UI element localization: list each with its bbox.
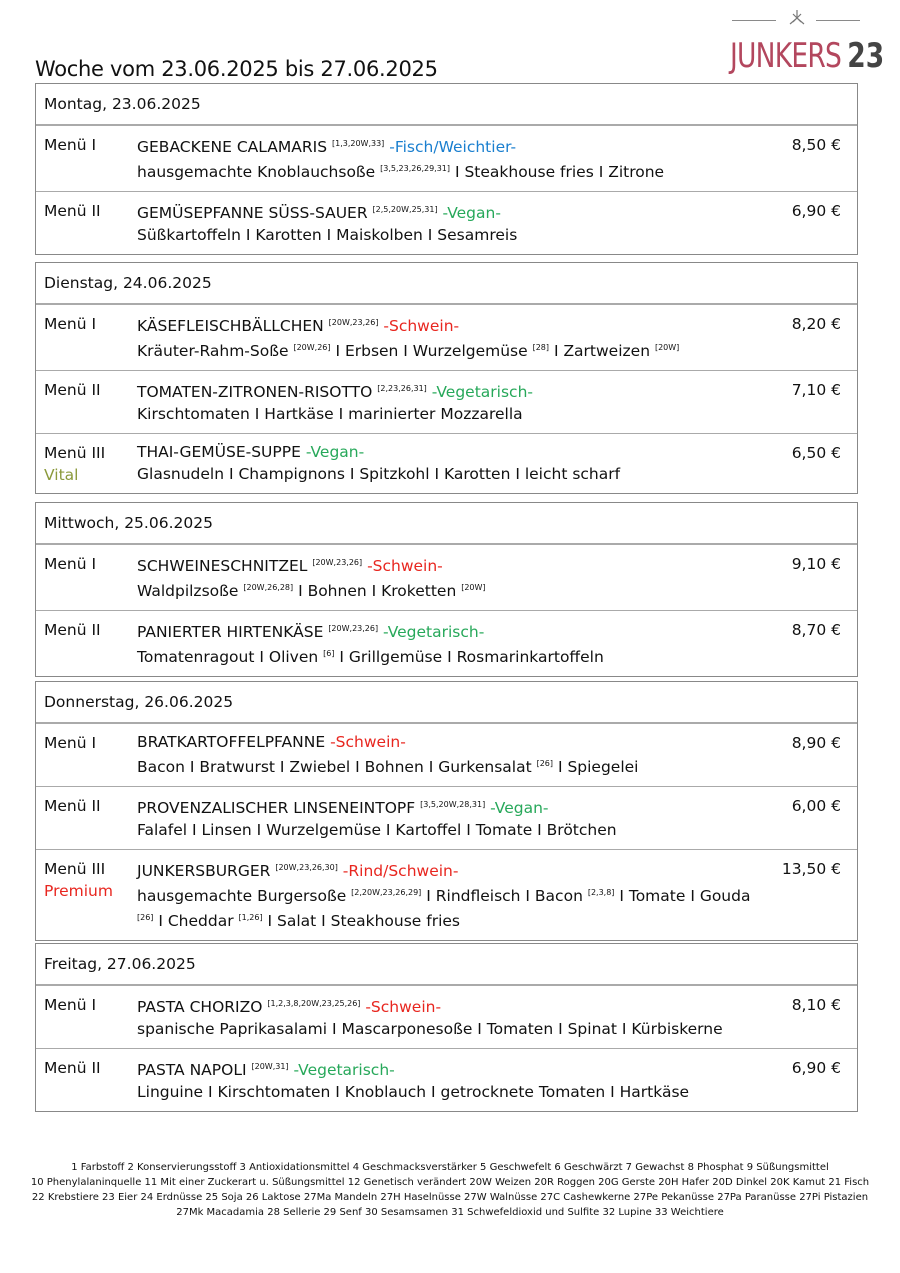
price: 8,20 € xyxy=(791,315,841,333)
dish-title: SCHWEINESCHNITZEL xyxy=(137,557,308,575)
allergen-codes: [20W,26] xyxy=(293,343,331,352)
menu-item xyxy=(36,786,857,849)
menu-content xyxy=(137,133,767,183)
diet-tag: -Vegan- xyxy=(442,204,501,222)
allergen-line: 10 Phenylalaninquelle 11 Mit einer Zuckerart u. Süßungsmittel 12 Genetisch verändert 20W Weizen 20R Roggen 20G Gerste 20H Hafer 20D Dinkel 20K Kamut 21 Fisch xyxy=(30,1177,870,1188)
menu-number: Menü III xyxy=(44,444,106,462)
allergen-codes: [28] xyxy=(532,343,550,352)
menu-label xyxy=(44,313,134,335)
diet-tag: -Schwein- xyxy=(383,317,460,335)
day-heading: Montag, 23.06.2025 xyxy=(36,84,857,125)
dish-description: hausgemachte Burgersoße [2,20W,23,26,29] I Rindfleisch I Bacon [2,3,8] I Tomate I Gouda [26] I Cheddar [1,26] I Salat I Steakhouse fries xyxy=(137,887,751,930)
allergen-codes: [3,5,23,26,29,31] xyxy=(380,164,451,173)
allergen-line: 22 Krebstiere 23 Eier 24 Erdnüsse 25 Soja 26 Laktose 27Ma Mandeln 27H Haselnüsse 27W Walnüsse 27C Cashewkerne 27Pe Pekanüsse 27Pa Paranüsse 27Pi Pistazien xyxy=(31,1192,869,1203)
menu-number: Menü I xyxy=(44,315,97,333)
allergen-line: 1 Farbstoff 2 Konservierungsstoff 3 Antioxidationsmittel 4 Geschmacksverstärker 5 Geschwefelt 6 Geschwärzt 7 Gewachst 8 Phosphat 9 Süßungsmittel xyxy=(71,1162,829,1173)
dish-description: Bacon I Bratwurst I Zwiebel I Bohnen I Gurkensalat [26] I Spiegelei xyxy=(137,758,639,776)
day-heading: Donnerstag, 26.06.2025 xyxy=(36,682,857,723)
dish-title-line xyxy=(137,1056,767,1081)
menu-number: Menü II xyxy=(44,621,101,639)
allergen-codes: [26] xyxy=(536,759,554,768)
day-heading: Mittwoch, 25.06.2025 xyxy=(36,503,857,544)
menu-content xyxy=(137,794,767,841)
allergen-codes: [1,3,20W,33] xyxy=(331,139,385,148)
diet-tag: -Fisch/Weichtier- xyxy=(389,138,517,156)
menu-number: Menü III xyxy=(44,860,106,878)
dish-title: THAI-GEMÜSE-SUPPE xyxy=(137,443,301,461)
dish-title: GEBACKENE CALAMARIS xyxy=(137,138,328,156)
allergen-codes: [2,5,20W,25,31] xyxy=(372,205,438,214)
price: 6,90 € xyxy=(791,202,841,220)
allergen-line: 27Mk Macadamia 28 Sellerie 29 Senf 30 Sesamsamen 31 Schwefeldioxid und Sulfite 32 Lupine 33 Weichtiere xyxy=(176,1207,724,1218)
menu-item xyxy=(36,191,857,254)
menu-number: Menü I xyxy=(44,996,97,1014)
menu-number: Menü II xyxy=(44,797,101,815)
menu-label xyxy=(44,134,134,156)
day-heading: Freitag, 27.06.2025 xyxy=(36,944,857,985)
dish-title-line xyxy=(137,857,767,882)
dish-title-line xyxy=(137,441,767,463)
dish-title: PROVENZALISCHER LINSENEINTOPF xyxy=(137,799,416,817)
allergen-codes: [20W,26,28] xyxy=(243,583,294,592)
dish-description: Kräuter-Rahm-Soße [20W,26] I Erbsen I Wurzelgemüse [28] I Zartweizen [20W] xyxy=(137,342,680,360)
dish-title-line xyxy=(137,993,767,1018)
week-title: Woche vom 23.06.2025 bis 27.06.2025 xyxy=(35,57,438,81)
allergen-legend xyxy=(0,1160,900,1220)
menu-item xyxy=(36,433,857,493)
menu-label xyxy=(44,994,134,1016)
menu-item xyxy=(36,610,857,676)
dish-title-line xyxy=(137,731,767,753)
diet-tag: -Rind/Schwein- xyxy=(342,862,459,880)
allergen-codes: [2,20W,23,26,29] xyxy=(351,888,422,897)
logo-line-left xyxy=(732,20,776,21)
day-section xyxy=(35,943,858,1112)
menu-number: Menü II xyxy=(44,381,101,399)
menu-item xyxy=(36,1048,857,1111)
menu-content xyxy=(137,731,767,778)
allergen-codes: [20W,31] xyxy=(251,1062,289,1071)
allergen-codes: [20W,23,26,30] xyxy=(275,863,338,872)
price: 8,50 € xyxy=(791,136,841,154)
day-section xyxy=(35,502,858,677)
menu-content xyxy=(137,993,767,1040)
menu-content xyxy=(137,199,767,246)
price: 6,90 € xyxy=(791,1059,841,1077)
logo-brand xyxy=(730,36,885,76)
price: 13,50 € xyxy=(781,860,841,878)
logo xyxy=(730,6,885,76)
dish-title-line xyxy=(137,378,767,403)
dish-title: TOMATEN-ZITRONEN-RISOTTO xyxy=(137,383,373,401)
menu-label xyxy=(44,553,134,575)
dish-title: PANIERTER HIRTENKÄSE xyxy=(137,623,324,641)
menu-label xyxy=(44,732,134,754)
dish-description: Tomatenragout I Oliven [6] I Grillgemüse I Rosmarinkartoffeln xyxy=(137,648,604,666)
dish-title-line xyxy=(137,618,767,643)
menu-item xyxy=(36,849,857,940)
diet-tag: -Schwein- xyxy=(365,998,442,1016)
logo-brand-main: JUNKERS xyxy=(730,36,842,76)
dish-title-line xyxy=(137,794,767,819)
day-heading: Dienstag, 24.06.2025 xyxy=(36,263,857,304)
allergen-codes: [20W,23,26] xyxy=(328,318,379,327)
menu-content xyxy=(137,857,767,932)
dish-title-line xyxy=(137,199,767,224)
allergen-codes: [20W] xyxy=(461,583,486,592)
menu-content xyxy=(137,552,767,602)
price: 6,50 € xyxy=(791,444,841,462)
menu-label xyxy=(44,1057,134,1079)
menu-content xyxy=(137,441,767,485)
price: 8,10 € xyxy=(791,996,841,1014)
dish-title-line xyxy=(137,552,767,577)
dish-title: GEMÜSEPFANNE SÜSS-SAUER xyxy=(137,204,368,222)
dish-title: PASTA NAPOLI xyxy=(137,1061,247,1079)
dish-title: BRATKARTOFFELPFANNE xyxy=(137,733,326,751)
dish-title: JUNKERSBURGER xyxy=(137,862,271,880)
menu-category: Vital xyxy=(44,466,79,484)
diet-tag: -Vegetarisch- xyxy=(293,1061,395,1079)
price: 6,00 € xyxy=(791,797,841,815)
diet-tag: -Vegetarisch- xyxy=(383,623,485,641)
logo-line-right xyxy=(816,20,860,21)
menu-item xyxy=(36,370,857,433)
dish-title-line xyxy=(137,133,767,158)
allergen-codes: [20W] xyxy=(654,343,680,352)
diet-tag: -Vegan- xyxy=(490,799,549,817)
logo-brand-number: 23 xyxy=(847,36,885,76)
menu-label xyxy=(44,795,134,817)
menu-number: Menü II xyxy=(44,1059,101,1077)
menu-label xyxy=(44,619,134,641)
diet-tag: -Vegan- xyxy=(305,443,365,461)
diet-tag: -Schwein- xyxy=(330,733,406,751)
dish-title-line xyxy=(137,312,767,337)
dish-description: spanische Paprikasalami I Mascarponesoße I Tomaten I Spinat I Kürbiskerne xyxy=(137,1020,723,1038)
allergen-codes: [20W,23,26] xyxy=(328,624,379,633)
diet-tag: -Schwein- xyxy=(367,557,443,575)
menu-label xyxy=(44,442,134,486)
diet-tag: -Vegetarisch- xyxy=(431,383,533,401)
menu-label xyxy=(44,200,134,222)
dish-description: Linguine I Kirschtomaten I Knoblauch I getrocknete Tomaten I Hartkäse xyxy=(137,1083,690,1101)
menu-item xyxy=(36,544,857,610)
menu-number: Menü I xyxy=(44,136,97,154)
menu-item xyxy=(36,723,857,786)
dish-title: PASTA CHORIZO xyxy=(137,998,263,1016)
menu-content xyxy=(137,312,767,362)
allergen-codes: [1,26] xyxy=(238,913,263,922)
dish-description: Falafel I Linsen I Wurzelgemüse I Kartoffel I Tomate I Brötchen xyxy=(137,821,617,839)
dish-description: Glasnudeln I Champignons I Spitzkohl I Karotten I leicht scharf xyxy=(137,465,621,483)
dish-description: hausgemachte Knoblauchsoße [3,5,23,26,29,31] I Steakhouse fries I Zitrone xyxy=(137,163,665,181)
menu-category: Premium xyxy=(44,882,113,900)
menu-item xyxy=(36,985,857,1048)
price: 9,10 € xyxy=(791,555,841,573)
price: 8,70 € xyxy=(791,621,841,639)
menu-number: Menü I xyxy=(44,555,97,573)
day-section xyxy=(35,262,858,494)
day-section xyxy=(35,681,858,941)
allergen-codes: [26] xyxy=(137,913,154,922)
dish-description: Waldpilzsoße [20W,26,28] I Bohnen I Kroketten [20W] xyxy=(137,582,486,600)
dish-title: KÄSEFLEISCHBÄLLCHEN xyxy=(137,317,324,335)
menu-content xyxy=(137,618,767,668)
allergen-codes: [20W,23,26] xyxy=(312,558,363,567)
menu-item xyxy=(36,125,857,191)
menu-content xyxy=(137,1056,767,1103)
chef-hat-icon xyxy=(787,8,807,28)
menu-label xyxy=(44,858,134,902)
price: 7,10 € xyxy=(791,381,841,399)
allergen-codes: [6] xyxy=(323,649,335,658)
allergen-codes: [2,3,8] xyxy=(587,888,615,897)
menu-content xyxy=(137,378,767,425)
dish-description: Kirschtomaten I Hartkäse I marinierter Mozzarella xyxy=(137,405,523,423)
menu-item xyxy=(36,304,857,370)
menu-number: Menü I xyxy=(44,734,97,752)
allergen-codes: [3,5,20W,28,31] xyxy=(420,800,486,809)
allergen-codes: [2,23,26,31] xyxy=(377,384,427,393)
day-section xyxy=(35,83,858,255)
menu-number: Menü II xyxy=(44,202,101,220)
price: 8,90 € xyxy=(791,734,841,752)
dish-description: Süßkartoffeln I Karotten I Maiskolben I Sesamreis xyxy=(137,226,518,244)
menu-label xyxy=(44,379,134,401)
allergen-codes: [1,2,3,8,20W,23,25,26] xyxy=(267,999,361,1008)
